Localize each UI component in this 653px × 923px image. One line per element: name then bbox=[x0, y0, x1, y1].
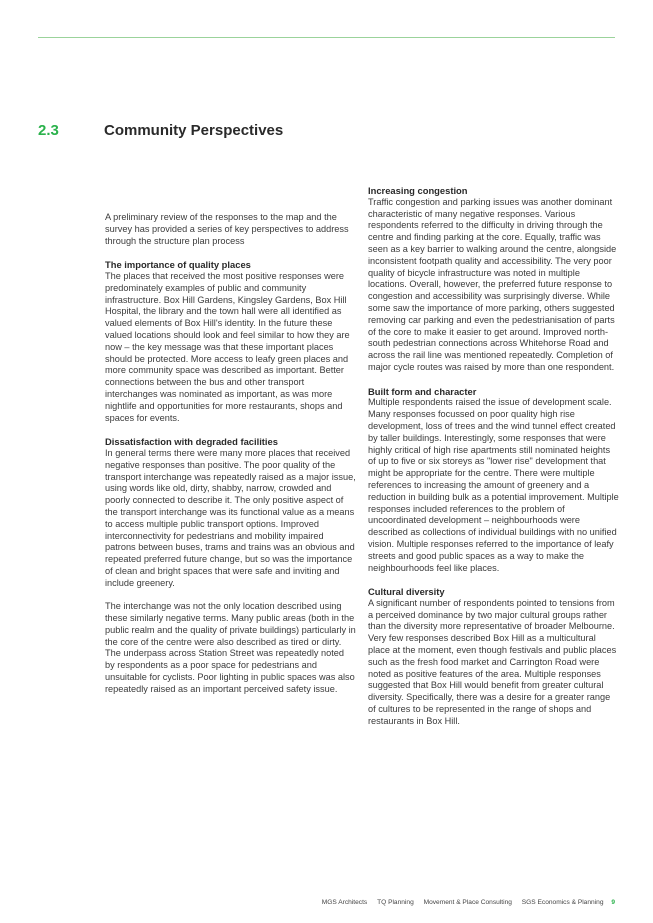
built-form-heading: Built form and character bbox=[368, 385, 477, 397]
left-column bbox=[105, 212, 356, 707]
cultural-diversity-body: A significant number of respondents pointed to tensions from a perceived dominance by two major cultural groups rather than the diversity more representative of broader Melbourne. Very few responses described Box Hill as a multicultural place at the moment, even though festivals and public places such as the fresh food market and Carrington Road were noted as positive features of the area. Multiple responses suggested that Box Hill would benefit from greater cultural diversity. Specifically, there was a desire for a greater range of cultures to be represented in the range of shops and restaurants in Box Hill. bbox=[368, 597, 617, 726]
intro-paragraph: A preliminary review of the responses to the map and the survey has provided a series of key perspectives to address through the structure plan process bbox=[105, 212, 349, 246]
section-title: Community Perspectives bbox=[104, 122, 284, 139]
footer-partner: SGS Economics & Planning bbox=[521, 899, 604, 906]
page-number: 9 bbox=[611, 899, 615, 906]
section-number: 2.3 bbox=[38, 122, 59, 139]
quality-places-body: The places that received the most positive responses were predominately examples of public and community infrastructure. Box Hill Gardens, Kingsley Gardens, Box Hill Hospital, the library and the town hall were all identified as valued elements of Box Hill's identity. In the future these valued locations should look and feel similar to how they are now – the key message was that these important places should be protected. More access to leafy green places and more community space was described as important. Better connections between the bus and other transport interchanges was nominated as important, as was more nightlife and opportunities for more restaurants, shops and spaces for events. bbox=[105, 270, 350, 423]
congestion-body: Traffic congestion and parking issues was another dominant characteristic of many negative responses. Various respondents referred to the difficulty in driving through the centre and finding parking at the core. Equally, traffic was seen as a key barrier to walking around the centre, alongside inconsistent footpath quality and accessibility. The very poor quality of bicycle infrastructure was noted in multiple locations. Overall, however, the preferred future response to congestion and accessibility was surprisingly diverse. While some saw the importance of more parking, others suggested removing car parking and even the pedestrianisation of parts of the core to make it easier to get around. Improved north-south pedestrian connections across Whitehorse Road and across the rail line was mentioned repeatedly. Completion of major cycle routes was raised by more than one respondent. bbox=[368, 196, 617, 372]
right-column bbox=[368, 185, 619, 739]
quality-places-heading: The importance of quality places bbox=[105, 259, 251, 271]
degraded-facilities-heading: Dissatisfaction with degraded facilities bbox=[105, 436, 278, 448]
built-form-body: Multiple respondents raised the issue of development scale. Many responses focussed on poor quality high rise development, loss of trees and the wind tunnel effect created by taller buildings. Interestingly, some responses that were highly critical of high rise apartments still nominated heights of up to five or six storeys as "lower rise" development that might be appropriate for the centre. There were multiple references to increasing the amount of greenery and a reduction in building bulk as a potential improvement. Multiple responses included references to the problem of uncoordinated development – neighbourhoods were described as collections of individual buildings with no unified vision. Multiple responses referred to the importance of leafy streets and good public spaces as a way to make the neighbourhoods feel like places. bbox=[368, 397, 619, 573]
footer-partner: MGS Architects bbox=[321, 899, 368, 906]
page-footer bbox=[314, 899, 615, 906]
degraded-facilities-body: In general terms there were many more places that received negative responses than positive. The poor quality of the transport interchange was repeatedly raised as a major issue, using words like old, dirty, shabby, narrow, crowded and poorly connected to describe it. The only positive aspect of the transport interchange was its functional value as a means to access multiple public transport options. Improved interconnectivity for pedestrians and mobility impaired patrons between buses, trams and trains was an obvious and repeated preferred future change, but so was the importance of clean and bright spaces that were safe and inviting and include greenery. bbox=[105, 447, 356, 588]
footer-partner: TQ Planning bbox=[377, 899, 414, 906]
cultural-diversity-heading: Cultural diversity bbox=[368, 586, 445, 598]
congestion-heading: Increasing congestion bbox=[368, 185, 468, 196]
top-divider bbox=[38, 37, 615, 38]
interchange-paragraph: The interchange was not the only location described using these similarly negative terms. Many public areas (both in the public realm and the quality of private buildings) particularly in the core of the centre were also described as tired or dirty. The underpass across Station Street was repeatedly noted by respondents as a poor space for pedestrians and unsuitable for cyclists. Poor lighting in public spaces was also repeatedly raised as an important perceived safety issue. bbox=[105, 601, 356, 694]
footer-partner: Movement & Place Consulting bbox=[423, 899, 512, 906]
